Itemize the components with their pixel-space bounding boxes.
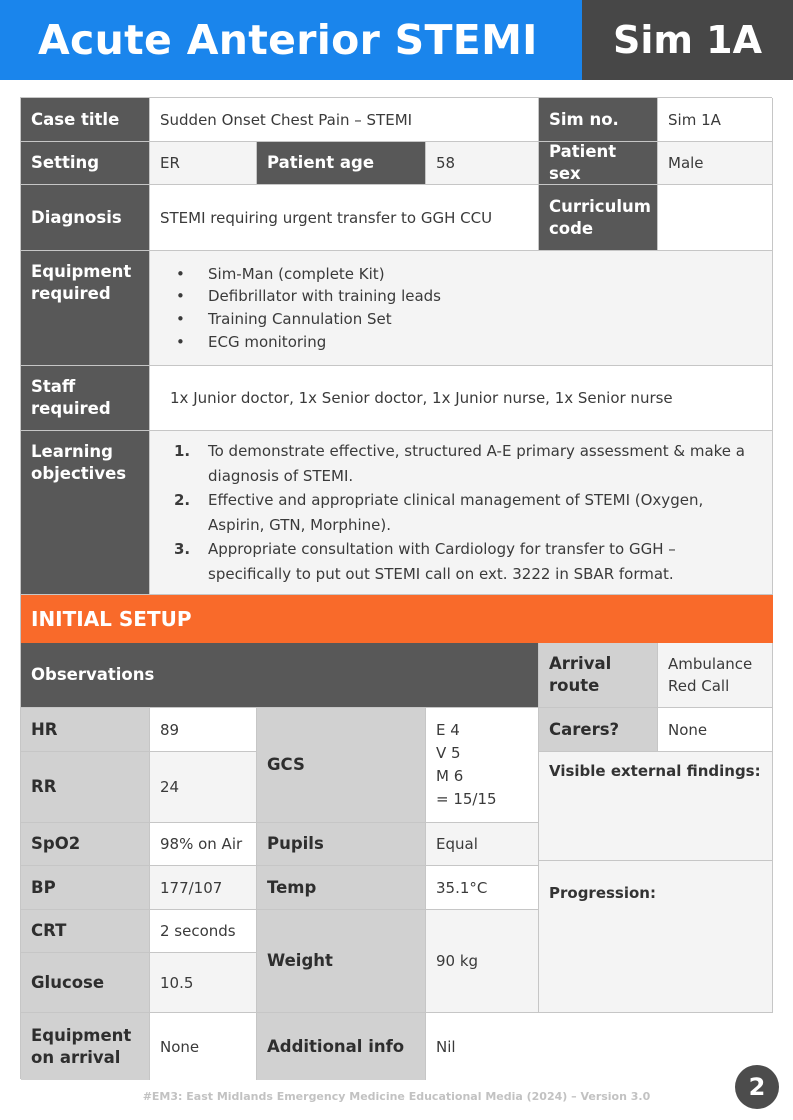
case-sheet xyxy=(20,97,772,1079)
case-title-value: Sudden Onset Chest Pain – STEMI xyxy=(150,98,539,142)
crt-value: 2 seconds xyxy=(150,910,257,953)
list-number: 1. xyxy=(174,442,191,460)
list-item xyxy=(174,537,760,586)
objective-text: To demonstrate effective, structured A-E primary assessment & make a diagnosis of STEMI. xyxy=(208,442,745,485)
learning-objectives-value xyxy=(150,431,773,595)
pupils-value: Equal xyxy=(426,823,539,866)
list-item: • Sim-Man (complete Kit) xyxy=(176,263,441,286)
banner xyxy=(0,0,793,80)
equipment-list xyxy=(150,263,441,353)
list-item xyxy=(174,439,760,488)
sim-badge: Sim 1A xyxy=(582,0,793,80)
additional-info-value: Nil xyxy=(426,1013,773,1080)
equipment-on-arrival-value: None xyxy=(150,1013,257,1080)
hr-value: 89 xyxy=(150,708,257,752)
progression xyxy=(539,861,773,1013)
page-number: 2 xyxy=(735,1065,779,1109)
visible-findings-label: Visible external findings: xyxy=(549,762,761,780)
staff-required-label: Staff required xyxy=(21,366,150,431)
spo2-label: SpO2 xyxy=(21,823,150,866)
list-item: • Defibrillator with training leads xyxy=(176,285,441,308)
observations-label: Observations xyxy=(21,643,539,708)
patient-sex-label: Patient sex xyxy=(539,142,658,185)
visible-findings xyxy=(539,752,773,861)
patient-sex-value: Male xyxy=(658,142,773,185)
equipment-required-label: Equipment required xyxy=(21,251,150,366)
diagnosis-value: STEMI requiring urgent transfer to GGH CCU xyxy=(150,185,539,251)
objective-text: Appropriate consultation with Cardiology for transfer to GGH – specifically to put out STEMI call on ext. 3222 in SBAR format. xyxy=(208,540,676,583)
setting-label: Setting xyxy=(21,142,150,185)
progression-label: Progression: xyxy=(549,883,656,902)
sim-no-label: Sim no. xyxy=(539,98,658,142)
rr-label: RR xyxy=(21,752,150,823)
case-title-label: Case title xyxy=(21,98,150,142)
carers-value: None xyxy=(658,708,773,752)
glucose-label: Glucose xyxy=(21,953,150,1013)
glucose-value: 10.5 xyxy=(150,953,257,1013)
list-item xyxy=(174,488,760,537)
footer-credit: #EM3: East Midlands Emergency Medicine Educational Media (2024) – Version 3.0 xyxy=(142,1090,651,1103)
staff-required-value: 1x Junior doctor, 1x Senior doctor, 1x Junior nurse, 1x Senior nurse xyxy=(150,366,773,431)
gcs-total: = 15/15 xyxy=(436,790,497,808)
gcs-value xyxy=(426,708,539,823)
rr-value: 24 xyxy=(150,752,257,823)
additional-info-label: Additional info xyxy=(257,1013,426,1080)
list-number: 3. xyxy=(174,540,191,558)
sim-no-value: Sim 1A xyxy=(658,98,773,142)
curriculum-code-label: Curriculum code xyxy=(539,185,658,251)
gcs-eye: E 4 xyxy=(436,721,460,739)
spo2-value: 98% on Air xyxy=(150,823,257,866)
list-number: 2. xyxy=(174,491,191,509)
equipment-on-arrival-label: Equipment on arrival xyxy=(21,1013,150,1080)
arrival-route-label: Arrival route xyxy=(539,643,658,708)
curriculum-code-value xyxy=(658,185,773,251)
bp-label: BP xyxy=(21,866,150,910)
gcs-motor: M 6 xyxy=(436,767,464,785)
equipment-required-value xyxy=(150,251,773,366)
pupils-label: Pupils xyxy=(257,823,426,866)
setting-value: ER xyxy=(150,142,257,185)
arrival-route-value: Ambulance Red Call xyxy=(658,643,773,708)
bp-value: 177/107 xyxy=(150,866,257,910)
objectives-list xyxy=(150,439,772,586)
list-item: • Training Cannulation Set xyxy=(176,308,441,331)
temp-label: Temp xyxy=(257,866,426,910)
gcs-verbal: V 5 xyxy=(436,744,461,762)
page-title: Acute Anterior STEMI xyxy=(0,0,582,80)
temp-value: 35.1°C xyxy=(426,866,539,910)
crt-label: CRT xyxy=(21,910,150,953)
weight-label: Weight xyxy=(257,910,426,1013)
gcs-label: GCS xyxy=(257,708,426,823)
learning-objectives-label: Learning objectives xyxy=(21,431,150,595)
objective-text: Effective and appropriate clinical management of STEMI (Oxygen, Aspirin, GTN, Morphine). xyxy=(208,491,704,534)
diagnosis-label: Diagnosis xyxy=(21,185,150,251)
initial-setup-header: INITIAL SETUP xyxy=(21,595,773,643)
patient-age-label: Patient age xyxy=(257,142,426,185)
weight-value: 90 kg xyxy=(426,910,539,1013)
hr-label: HR xyxy=(21,708,150,752)
list-item: • ECG monitoring xyxy=(176,331,441,354)
patient-age-value: 58 xyxy=(426,142,539,185)
carers-label: Carers? xyxy=(539,708,658,752)
